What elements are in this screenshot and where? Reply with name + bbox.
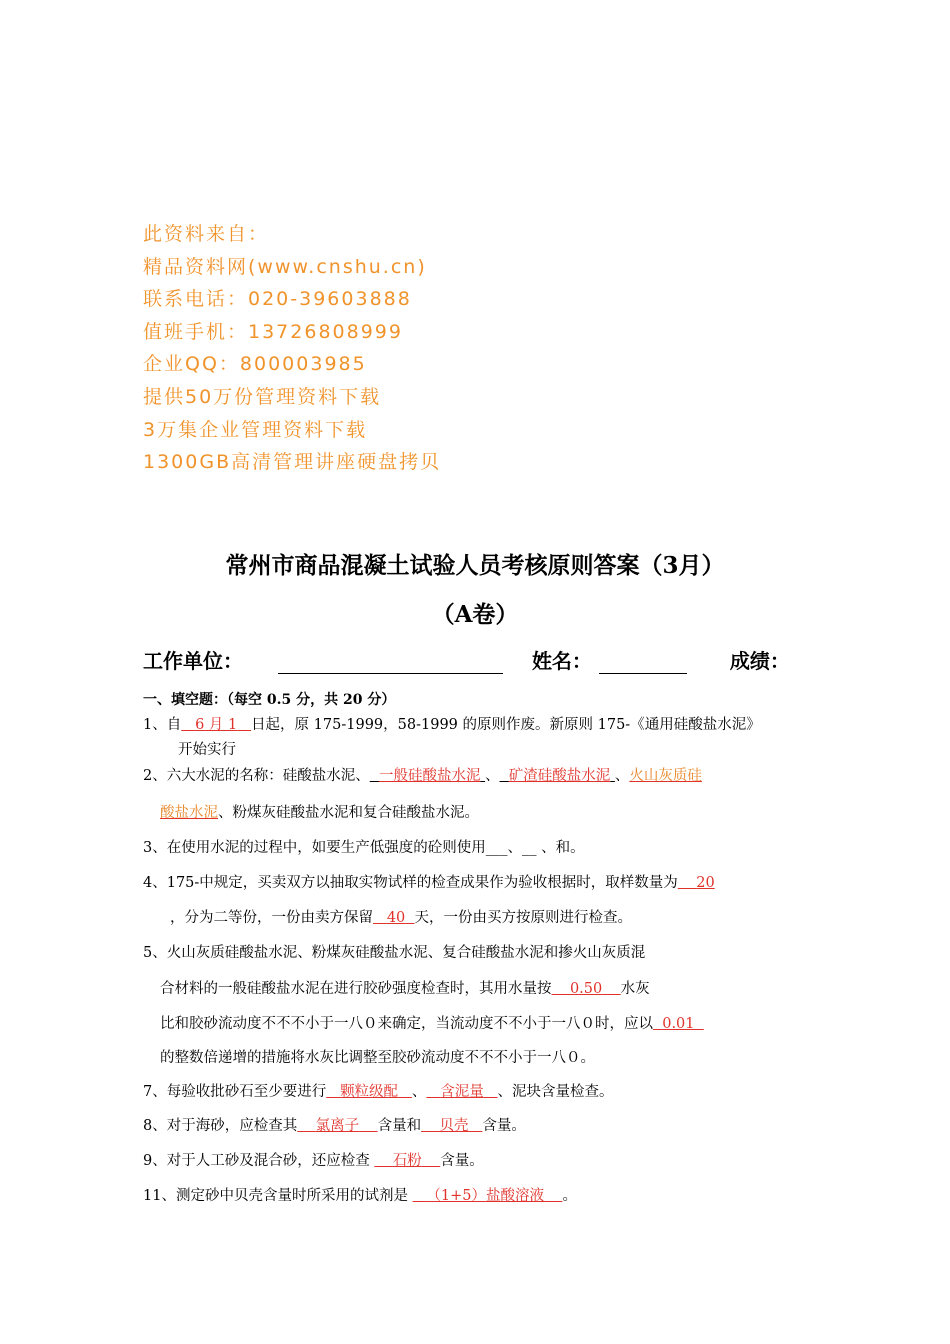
question-2 [143,764,702,785]
q1-answer: 6 月 1 [195,717,238,733]
promo-line: 精品资料网(www.cnshu.cn) [143,255,427,278]
question-4 [143,871,715,892]
q2-answer: 酸盐水泥 [160,805,218,821]
q4-text: 天，一份由买方按原则进行检查。 [414,910,632,926]
q2-text: 、 [614,768,630,784]
promo-line: 提供50万份管理资料下载 [143,385,382,408]
question-8 [143,1114,526,1135]
question-5: 5、火山灰质硅酸盐水泥、粉煤灰硅酸盐水泥、复合硅酸盐水泥和掺火山灰质混 [143,945,646,961]
q5-answer: 0.50 [569,981,603,997]
q4-answer: 20 [696,875,715,891]
name-blank [599,649,687,674]
q5-text: 合材料的一般硅酸盐水泥在进行胶砂强度检查时，其用水量按 [160,981,552,997]
question-9 [143,1149,484,1170]
q11-answer: （1+5）盐酸溶液 [426,1188,544,1204]
promo-line: 企业QQ：800003985 [143,353,367,376]
question-7 [143,1080,614,1101]
unit-label: 工作单位： [143,649,243,673]
section-heading: 一、填空题：（每空 0.5 分，共 20 分） [143,692,396,708]
question-5-cont [160,977,650,998]
q1-text: 1、自 [143,717,182,733]
page-title: 常州市商品混凝土试验人员考核原则答案（3月） [225,552,725,579]
question-1 [143,713,761,734]
q5-answer: 0.01 [662,1016,695,1032]
q8-text: 含量。 [482,1118,526,1134]
q7-text: 7、每验收批砂石至少要进行 [143,1084,327,1100]
question-1-cont: 开始实行 [178,742,236,758]
question-5-cont: 的整数倍递增的措施将水灰比调整至胶砂流动度不不不小于一八０。 [160,1050,595,1066]
q8-text: 8、对于海砂，应检查其 [143,1118,298,1134]
q7-text: 、 [411,1084,427,1100]
q11-text: 。 [562,1188,577,1204]
q2-text: 、 [485,768,500,784]
question-2-cont [160,801,479,822]
promo-line: 此资料来自： [143,223,270,245]
promo-line: 1300GB高清管理讲座硬盘拷贝 [143,451,442,474]
q9-text: 含量。 [440,1153,484,1169]
q2-answer: 一般硅酸盐水泥 [378,768,481,784]
q2-text: 2、六大水泥的名称：硅酸盐水泥、 [143,768,370,784]
unit-blank [278,649,503,674]
q7-answer: 含泥量 [440,1084,484,1100]
question-11 [143,1184,577,1205]
q11-text: 11、测定砂中贝壳含量时所采用的试剂是 [143,1188,413,1204]
question-5-cont [160,1012,704,1033]
q2-answer: 矿渣硅酸盐水泥 [508,768,611,784]
q9-answer: 石粉 [392,1153,422,1169]
page-subtitle: （A卷） [431,601,519,628]
q4-answer: 40 [386,910,406,926]
q4-text: ，分为二等份，一份由卖方保留 [170,910,373,926]
promo-block [143,218,441,479]
q2-text: 、粉煤灰硅酸盐水泥和复合硅酸盐水泥。 [218,805,479,821]
q7-answer: 颗粒级配 [340,1084,399,1100]
q9-text: 9、对于人工砂及混合砂，还应检查 [143,1153,375,1169]
q8-answer: 氯离子 [315,1118,360,1134]
question-3: 3、在使用水泥的过程中，如要生产低强度的砼则使用___、__ 、和。 [143,840,585,856]
promo-line: 联系电话：020-39603888 [143,288,412,311]
exam-header [143,645,790,674]
q8-text: 含量和 [377,1118,422,1134]
question-4-cont [170,906,632,927]
promo-line: 3万集企业管理资料下载 [143,418,368,441]
q7-text: 、泥块含量检查。 [497,1084,614,1100]
q4-text: 4、175-中规定，买卖双方以抽取实物试样的检查成果作为验收根据时，取样数量为 [143,875,678,891]
q8-answer: 贝壳 [439,1118,469,1134]
q1-text: 日起，原 175-1999，58-1999 的原则作废。新原则 175-《通用硅酸盐水泥》 [251,717,761,733]
q5-text: 水灰 [620,981,650,997]
score-label: 成绩： [729,649,790,673]
q2-answer: 火山灰质硅 [629,768,702,784]
promo-line: 值班手机：13726808999 [143,320,403,343]
name-label: 姓名： [531,649,592,673]
q5-text: 比和胶砂流动度不不不小于一八０来确定，当流动度不不小于一八０时，应以 [160,1016,653,1032]
